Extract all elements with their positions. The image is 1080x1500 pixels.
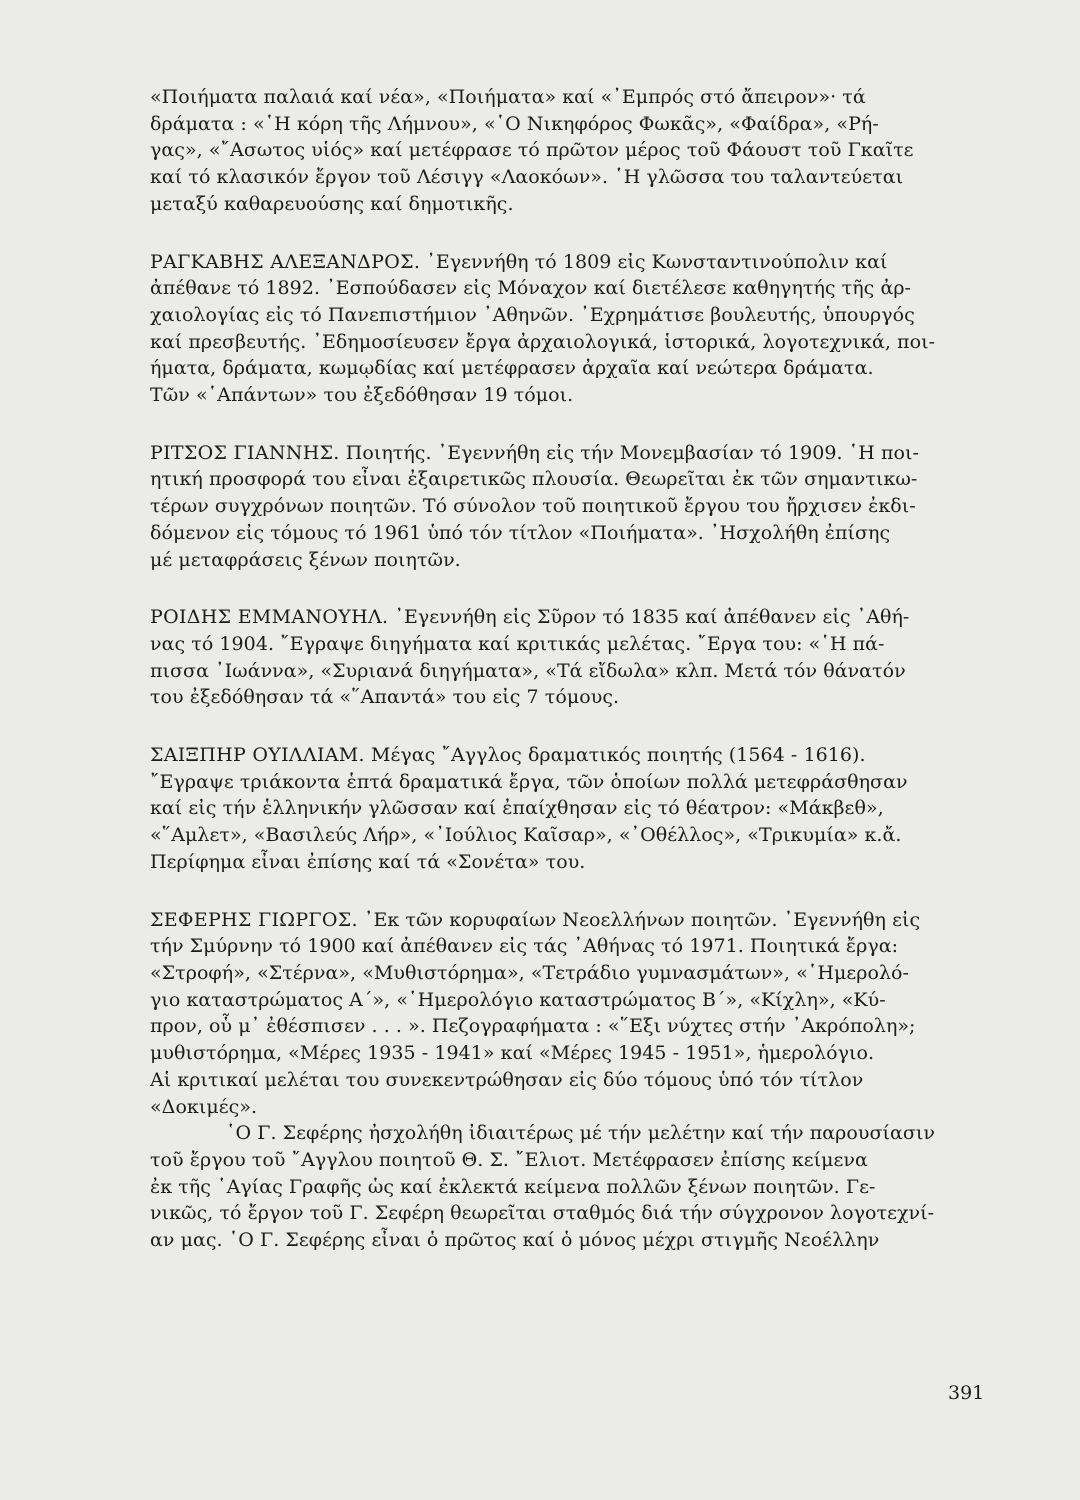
text-line: ἀπέθανε τό 1892. ᾿Εσπούδασεν εἰς Μόναχον καί διετέλεσε καθηγητής τῆς ἀρ-: [150, 277, 912, 300]
text-line: νικῶς, τό ἔργον τοῦ Γ. Σεφέρη θεωρεῖται σταθμός διά τήν σύγχρονον λογοτεχνί-: [150, 1202, 935, 1225]
text-line: ήματα, δράματα, κωμῳδίας καί μετέφρασεν ἀρχαῖα καί νεώτερα δράματα.: [150, 357, 874, 380]
text-line: γας», «῎Ασωτος υἱός» καί μετέφρασε τό πρῶτον μέρος τοῦ Φάουστ τοῦ Γκαῖτε: [150, 139, 914, 162]
entry-first-line-text: ᾿Εγεννήθη τό 1809 εἰς Κωνσταντινούπολιν καί: [420, 250, 888, 273]
entry-headword: ΡΙΤΣΟΣ ΓΙΑΝΝΗΣ.: [150, 441, 340, 464]
text-line: Τῶν «῾Απάντων» του ἐξεδόθησαν 19 τόμοι.: [150, 384, 574, 407]
text-line: «῞Αμλετ», «Βασιλεύς Λήρ», «᾿Ιούλιος Καῖσαρ», «᾿Οθέλλος», «Τρικυμία» κ.ἄ.: [150, 824, 902, 847]
entry-ritsos: [150, 440, 1000, 574]
text-line: «Ποιήματα παλαιά καί νέα», «Ποιήματα» καί «᾿Εμπρός στό ἄπειρον»· τά: [150, 86, 866, 108]
text-line: ητική προσφορά του εἶναι ἐξαιρετικῶς πλουσία. Θεωρεῖται ἐκ τῶν σημαντικω-: [150, 468, 918, 491]
text-line: νας τό 1904. ῎Εγραψε διηγήματα καί κριτικάς μελέτας. ῎Εργα του: «῾Η πά-: [150, 632, 885, 655]
text-line: δράματα : «῾Η κόρη τῆς Λήμνου», «῾Ο Νικηφόρος Φωκᾶς», «Φαίδρα», «Ρή-: [150, 112, 879, 135]
text-line: «Δοκιμές».: [150, 1095, 258, 1118]
text-line: Περίφημα εἶναι ἐπίσης καί τά «Σονέτα» του.: [150, 850, 586, 873]
text-line: αν μας. ῾Ο Γ. Σεφέρης εἶναι ὁ πρῶτος καί ὁ μόνος μέχρι στιγμῆς Νεοέλλην: [150, 1229, 880, 1252]
text-line: χαιολογίας εἰς τό Πανεπιστήμιον ᾿Αθηνῶν. ᾿Εχρημάτισε βουλευτής, ὑπουργός: [150, 303, 915, 326]
text-line: τοῦ ἔργου τοῦ ῎Αγγλου ποιητοῦ Θ. Σ. ῎Ελιοτ. Μετέφρασεν ἐπίσης κείμενα: [150, 1148, 868, 1171]
entry-first-line: [150, 440, 1000, 467]
entry-headword: ΣΑΙΞΠΗΡ ΟΥΙΛΛΙΑΜ.: [150, 744, 365, 767]
text-line: του ἐξεδόθησαν τά «῞Απαντά» του εἰς 7 τόμους.: [150, 686, 620, 709]
entry-first-line-text: Μέγας ῎Αγγλος δραματικός ποιητής (1564 - 1616).: [364, 744, 866, 767]
text-line: καί τό κλασικόν ἔργον τοῦ Λέσιγγ «Λαοκόων». ῾Η γλῶσσα του ταλαντεύεται: [150, 166, 904, 189]
text-line: Αἱ κριτικαί μελέται του συνεκεντρώθησαν εἰς δύο τόμους ὑπό τόν τίτλον: [150, 1068, 864, 1091]
text-line: τέρων συγχρόνων ποιητῶν. Τό σύνολον τοῦ ποιητικοῦ ἔργου του ἤρχισεν ἐκδι-: [150, 495, 916, 518]
text-line: μεταξύ καθαρευούσης καί δημοτικῆς.: [150, 192, 514, 215]
entry-first-line-text: ᾿Εγεννήθη εἰς Σῦρον τό 1835 καί ἀπέθανεν εἰς ᾿Αθή-: [388, 606, 910, 629]
entry-first-line: [150, 604, 1000, 631]
text-line: μυθιστόρημα, «Μέρες 1935 - 1941» καί «Μέρες 1945 - 1951», ἡμερολόγιο.: [150, 1042, 875, 1065]
text-line: τήν Σμύρνην τό 1900 καί ἀπέθανεν εἰς τάς ᾿Αθήνας τό 1971. Ποιητικά ἔργα:: [150, 935, 899, 958]
entry-seferis: [150, 907, 1000, 1254]
text-line: καί εἰς τήν ἑλληνικήν γλῶσσαν καί ἐπαίχθησαν εἰς τό θέατρον: «Μάκβεθ»,: [150, 797, 884, 820]
text-line: ῾Ο Γ. Σεφέρης ἠσχολήθη ἰδιαιτέρως μέ τήν μελέτην καί τήν παρουσίασιν: [226, 1122, 935, 1145]
text-line: προν, οὗ μ᾿ ἐθέσπισεν . . . ». Πεζογραφήματα : «῞Εξι νύχτες στήν ᾿Ακρόπολη»;: [150, 1015, 916, 1038]
entry-continuation: [150, 84, 1000, 218]
text-line: μέ μεταφράσεις ξένων ποιητῶν.: [150, 548, 461, 571]
text-line: γιο καταστρώματος Α΄», «῾Ημερολόγιο καταστρώματος Β΄», «Κίχλη», «Κύ-: [150, 988, 886, 1011]
text-line: πισσα ᾿Ιωάννα», «Συριανά διηγήματα», «Τά εἴδωλα» κλπ. Μετά τόν θάνατόν: [150, 659, 906, 682]
text-line: ἐκ τῆς ῾Αγίας Γραφῆς ὡς καί ἐκλεκτά κείμενα πολλῶν ξένων ποιητῶν. Γε-: [150, 1175, 876, 1198]
text-line: καί πρεσβευτής. ᾿Εδημοσίευσεν ἔργα ἀρχαιολογικά, ἱστορικά, λογοτεχνικά, ποι-: [150, 330, 936, 353]
page-number: 391: [948, 1382, 985, 1404]
entry-first-line: [150, 249, 1000, 276]
entry-first-line-text: Ποιητής. ᾿Εγεννήθη εἰς τήν Μονεμβασίαν τό 1909. ῾Η ποι-: [339, 441, 919, 464]
text-line: «Στροφή», «Στέρνα», «Μυθιστόρημα», «Τετράδιο γυμνασμάτων», «῾Ημερολό-: [150, 961, 910, 984]
entry-headword: ΡΟΙΔΗΣ ΕΜΜΑΝΟΥΗΛ.: [150, 606, 389, 629]
entry-first-line: [150, 742, 1000, 769]
entry-roidis: [150, 604, 1000, 711]
entry-rangavis: [150, 249, 1000, 409]
text-line: ῎Εγραψε τριάκοντα ἑπτά δραματικά ἔργα, τῶν ὁποίων πολλά μετεφράσθησαν: [150, 770, 908, 793]
text-column: [150, 84, 1000, 1285]
entry-shakespeare: [150, 742, 1000, 876]
entry-first-line-text: ᾿Εκ τῶν κορυφαίων Νεοελλήνων ποιητῶν. ᾿Εγεννήθη εἰς: [357, 908, 921, 931]
entry-headword: ΡΑΓΚΑΒΗΣ ΑΛΕΞΑΝΔΡΟΣ.: [150, 250, 421, 273]
entry-first-line: [150, 907, 1000, 934]
entry-headword: ΣΕΦΕΡΗΣ ΓΙΩΡΓΟΣ.: [150, 908, 358, 931]
text-line: δόμενον εἰς τόμους τό 1961 ὑπό τόν τίτλον «Ποιήματα». ᾿Ησχολήθη ἐπίσης: [150, 521, 891, 544]
